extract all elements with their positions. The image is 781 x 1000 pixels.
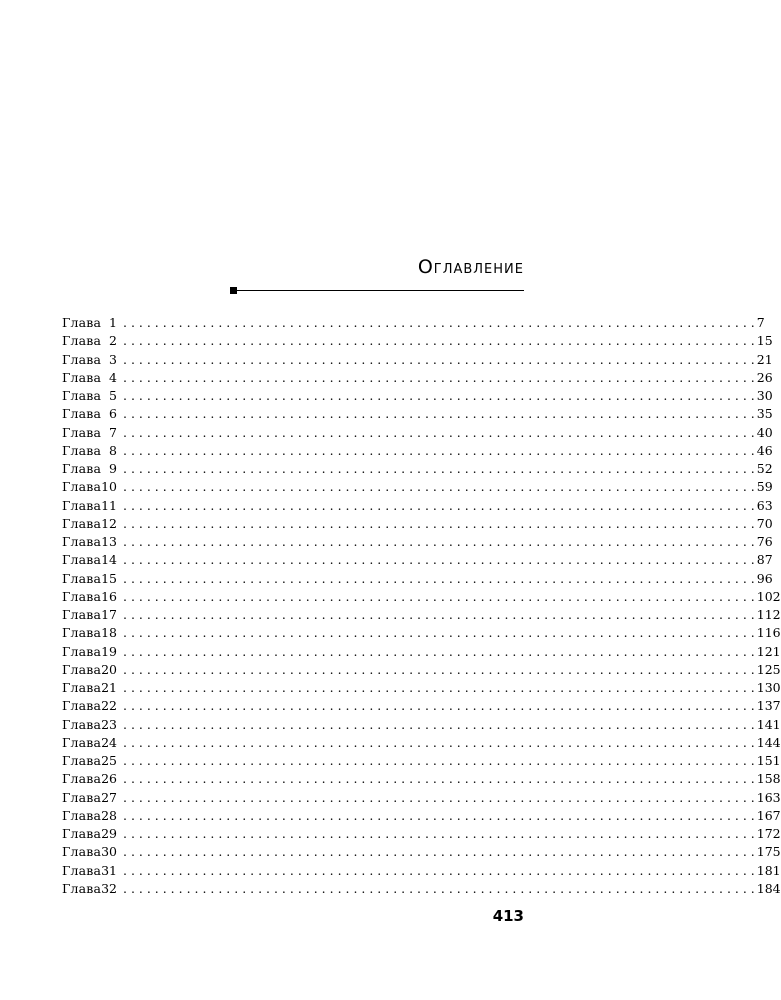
toc-entry[interactable] xyxy=(62,624,781,642)
toc-entry-number: 10 xyxy=(101,479,117,495)
dot-leader: . . . . . . . . . . . . . . . . . . . . . . . . . . . . . . . . . . . . . . . . . . . . . . . . . . . . . . . . . . . . . . . . . . . . . . . . . . . . . . . . xyxy=(123,388,755,403)
table-of-contents xyxy=(62,314,781,898)
toc-entry-label: Глава xyxy=(62,789,102,805)
toc-entry-page: 125 xyxy=(756,661,781,677)
toc-entry[interactable] xyxy=(62,442,773,460)
toc-entry[interactable] xyxy=(62,478,773,496)
toc-entry[interactable] xyxy=(62,679,781,697)
toc-entry-page: 181 xyxy=(756,862,781,878)
dot-leader: . . . . . . . . . . . . . . . . . . . . . . . . . . . . . . . . . . . . . . . . . . . . . . . . . . . . . . . . . . . . . . . . . . . . . . . . . . . . . . . . xyxy=(123,552,755,568)
toc-entry-number: 11 xyxy=(101,497,117,513)
toc-entry-label: Глава xyxy=(62,643,102,659)
toc-entry-label: Глава xyxy=(62,680,102,695)
toc-entry-number: 18 xyxy=(101,625,117,641)
toc-entry-label: Глава xyxy=(62,497,102,513)
toc-entry-label: Глава xyxy=(62,515,102,531)
dot-leader: . . . . . . . . . . . . . . . . . . . . . . . . . . . . . . . . . . . . . . . . . . . . . . . . . . . . . . . . . . . . . . . . . . . . . . . . . . . . . . . . xyxy=(123,771,755,787)
toc-entry-number: 14 xyxy=(101,552,117,568)
toc-entry-page: 172 xyxy=(756,826,781,841)
toc-entry-page: 30 xyxy=(756,388,773,403)
toc-entry-page: 87 xyxy=(756,552,773,568)
toc-entry[interactable] xyxy=(62,424,773,442)
dot-leader: . . . . . . . . . . . . . . . . . . . . . . . . . . . . . . . . . . . . . . . . . . . . . . . . . . . . . . . . . . . . . . . . . . . . . . . . . . . . . . . . xyxy=(123,698,755,714)
toc-entry-label: Глава xyxy=(62,826,102,841)
dot-leader: . . . . . . . . . . . . . . . . . . . . . . . . . . . . . . . . . . . . . . . . . . . . . . . . . . . . . . . . . . . . . . . . . . . . . . . . . . . . . . . . xyxy=(123,570,755,586)
toc-entry-label: Глава xyxy=(62,716,102,732)
toc-entry-number: 31 xyxy=(101,862,117,878)
toc-entry-number: 29 xyxy=(101,826,117,841)
toc-entry[interactable] xyxy=(62,825,781,843)
toc-entry-page: 102 xyxy=(756,588,781,604)
dot-leader: . . . . . . . . . . . . . . . . . . . . . . . . . . . . . . . . . . . . . . . . . . . . . . . . . . . . . . . . . . . . . . . . . . . . . . . . . . . . . . . . xyxy=(123,625,755,641)
toc-entry-number: 28 xyxy=(101,807,117,823)
toc-entry-label: Глава xyxy=(62,461,102,476)
toc-entry[interactable] xyxy=(62,606,781,624)
dot-leader: . . . . . . . . . . . . . . . . . . . . . . . . . . . . . . . . . . . . . . . . . . . . . . . . . . . . . . . . . . . . . . . . . . . . . . . . . . . . . . . . xyxy=(123,534,755,549)
toc-entry-label: Глава xyxy=(62,406,102,422)
toc-entry-number: 20 xyxy=(101,661,117,677)
dot-leader: . . . . . . . . . . . . . . . . . . . . . . . . . . . . . . . . . . . . . . . . . . . . . . . . . . . . . . . . . . . . . . . . . . . . . . . . . . . . . . . . xyxy=(123,588,755,604)
toc-entry-page: 63 xyxy=(756,497,773,513)
toc-entry-number: 15 xyxy=(101,570,117,586)
toc-entry-page: 96 xyxy=(756,570,773,586)
toc-entry-number: 24 xyxy=(101,734,117,750)
toc-entry-label: Глава xyxy=(62,315,102,330)
toc-entry-page: 121 xyxy=(756,643,781,659)
toc-entry[interactable] xyxy=(62,332,773,350)
dot-leader: . . . . . . . . . . . . . . . . . . . . . . . . . . . . . . . . . . . . . . . . . . . . . . . . . . . . . . . . . . . . . . . . . . . . . . . . . . . . . . . . xyxy=(123,826,755,841)
dot-leader: . . . . . . . . . . . . . . . . . . . . . . . . . . . . . . . . . . . . . . . . . . . . . . . . . . . . . . . . . . . . . . . . . . . . . . . . . . . . . . . . xyxy=(123,716,755,732)
toc-entry-number: 7 xyxy=(109,424,117,440)
toc-entry[interactable] xyxy=(62,515,773,533)
toc-entry-page: 130 xyxy=(756,680,781,695)
toc-entry-page: 7 xyxy=(756,315,765,330)
toc-entry-number: 6 xyxy=(109,406,117,422)
toc-entry[interactable] xyxy=(62,570,773,588)
toc-entry-label: Глава xyxy=(62,807,102,823)
dot-leader: . . . . . . . . . . . . . . . . . . . . . . . . . . . . . . . . . . . . . . . . . . . . . . . . . . . . . . . . . . . . . . . . . . . . . . . . . . . . . . . . xyxy=(123,424,755,440)
toc-entry-number: 17 xyxy=(101,607,117,622)
toc-entry-label: Глава xyxy=(62,771,102,787)
toc-entry-label: Глава xyxy=(62,844,102,860)
dot-leader: . . . . . . . . . . . . . . . . . . . . . . . . . . . . . . . . . . . . . . . . . . . . . . . . . . . . . . . . . . . . . . . . . . . . . . . . . . . . . . . . xyxy=(123,807,755,823)
toc-entry-number: 12 xyxy=(101,515,117,531)
toc-entry[interactable] xyxy=(62,697,781,715)
toc-entry-page: 163 xyxy=(756,789,781,805)
toc-entry-label: Глава xyxy=(62,351,102,367)
toc-entry-page: 141 xyxy=(756,716,781,732)
toc-entry[interactable] xyxy=(62,551,773,569)
toc-entry[interactable] xyxy=(62,807,781,825)
toc-entry-page: 21 xyxy=(756,351,773,367)
toc-entry-number: 22 xyxy=(101,698,117,714)
dot-leader: . . . . . . . . . . . . . . . . . . . . . . . . . . . . . . . . . . . . . . . . . . . . . . . . . . . . . . . . . . . . . . . . . . . . . . . . . . . . . . . . xyxy=(123,369,755,385)
toc-entry-label: Глава xyxy=(62,570,102,586)
toc-entry-page: 175 xyxy=(756,844,781,860)
toc-entry[interactable] xyxy=(62,387,773,405)
toc-entry-page: 158 xyxy=(756,771,781,787)
toc-entry[interactable] xyxy=(62,789,781,807)
toc-entry-label: Глава xyxy=(62,424,102,440)
toc-entry-label: Глава xyxy=(62,534,102,549)
toc-entry[interactable] xyxy=(62,460,773,478)
toc-entry-number: 25 xyxy=(101,753,117,768)
dot-leader: . . . . . . . . . . . . . . . . . . . . . . . . . . . . . . . . . . . . . . . . . . . . . . . . . . . . . . . . . . . . . . . . . . . . . . . . . . . . . . . . xyxy=(123,844,755,860)
dot-leader: . . . . . . . . . . . . . . . . . . . . . . . . . . . . . . . . . . . . . . . . . . . . . . . . . . . . . . . . . . . . . . . . . . . . . . . . . . . . . . . . xyxy=(123,351,755,367)
dot-leader: . . . . . . . . . . . . . . . . . . . . . . . . . . . . . . . . . . . . . . . . . . . . . . . . . . . . . . . . . . . . . . . . . . . . . . . . . . . . . . . . xyxy=(123,461,755,476)
toc-entry-label: Глава xyxy=(62,479,102,495)
toc-entry-number: 21 xyxy=(101,680,117,695)
toc-entry-number: 26 xyxy=(101,771,117,787)
toc-entry[interactable] xyxy=(62,752,781,770)
toc-entry-number: 30 xyxy=(101,844,117,860)
page-number: 413 xyxy=(492,907,524,925)
toc-entry-page: 184 xyxy=(756,880,781,896)
toc-entry-label: Глава xyxy=(62,661,102,677)
toc-entry[interactable] xyxy=(62,880,781,898)
toc-entry[interactable] xyxy=(62,533,773,551)
toc-entry-page: 76 xyxy=(756,534,773,549)
toc-entry-page: 70 xyxy=(756,515,773,531)
page-title: Оглавление xyxy=(417,256,524,278)
toc-entry-page: 151 xyxy=(756,753,781,768)
toc-entry-page: 46 xyxy=(756,442,773,458)
toc-entry[interactable] xyxy=(62,843,781,861)
toc-entry[interactable] xyxy=(62,588,781,606)
toc-entry-label: Глава xyxy=(62,880,102,896)
dot-leader: . . . . . . . . . . . . . . . . . . . . . . . . . . . . . . . . . . . . . . . . . . . . . . . . . . . . . . . . . . . . . . . . . . . . . . . . . . . . . . . . xyxy=(123,497,755,513)
dot-leader: . . . . . . . . . . . . . . . . . . . . . . . . . . . . . . . . . . . . . . . . . . . . . . . . . . . . . . . . . . . . . . . . . . . . . . . . . . . . . . . . xyxy=(123,753,755,768)
dot-leader: . . . . . . . . . . . . . . . . . . . . . . . . . . . . . . . . . . . . . . . . . . . . . . . . . . . . . . . . . . . . . . . . . . . . . . . . . . . . . . . . xyxy=(123,789,755,805)
toc-entry[interactable] xyxy=(62,643,781,661)
dot-leader: . . . . . . . . . . . . . . . . . . . . . . . . . . . . . . . . . . . . . . . . . . . . . . . . . . . . . . . . . . . . . . . . . . . . . . . . . . . . . . . . xyxy=(123,515,755,531)
toc-entry-page: 167 xyxy=(756,807,781,823)
toc-entry-number: 2 xyxy=(109,333,117,349)
toc-entry-page: 116 xyxy=(756,625,781,641)
dot-leader: . . . . . . . . . . . . . . . . . . . . . . . . . . . . . . . . . . . . . . . . . . . . . . . . . . . . . . . . . . . . . . . . . . . . . . . . . . . . . . . . xyxy=(123,880,755,896)
toc-entry[interactable] xyxy=(62,661,781,679)
toc-entry-number: 19 xyxy=(101,643,117,659)
toc-entry-number: 8 xyxy=(109,442,117,458)
toc-entry-number: 3 xyxy=(109,351,117,367)
toc-entry[interactable] xyxy=(62,351,773,369)
toc-entry-page: 35 xyxy=(756,406,773,422)
square-bullet-icon xyxy=(230,287,237,294)
horizontal-rule xyxy=(237,290,524,292)
toc-entry-number: 16 xyxy=(101,588,117,604)
toc-entry-label: Глава xyxy=(62,698,102,714)
toc-entry-page: 40 xyxy=(756,424,773,440)
toc-entry[interactable] xyxy=(62,734,781,752)
toc-entry-label: Глава xyxy=(62,588,102,604)
toc-entry-number: 9 xyxy=(109,461,117,476)
toc-entry-label: Глава xyxy=(62,862,102,878)
toc-entry-number: 27 xyxy=(101,789,117,805)
toc-entry-page: 112 xyxy=(756,607,781,622)
dot-leader: . . . . . . . . . . . . . . . . . . . . . . . . . . . . . . . . . . . . . . . . . . . . . . . . . . . . . . . . . . . . . . . . . . . . . . . . . . . . . . . . xyxy=(123,442,755,458)
toc-entry-page: 144 xyxy=(756,734,781,750)
toc-entry-page: 15 xyxy=(756,333,773,349)
toc-entry-label: Глава xyxy=(62,753,102,768)
dot-leader: . . . . . . . . . . . . . . . . . . . . . . . . . . . . . . . . . . . . . . . . . . . . . . . . . . . . . . . . . . . . . . . . . . . . . . . . . . . . . . . . xyxy=(123,643,755,659)
toc-entry-number: 1 xyxy=(109,315,117,330)
toc-entry-label: Глава xyxy=(62,607,102,622)
toc-entry-label: Глава xyxy=(62,333,102,349)
toc-entry[interactable] xyxy=(62,369,773,387)
toc-entry-label: Глава xyxy=(62,734,102,750)
toc-entry-number: 23 xyxy=(101,716,117,732)
dot-leader: . . . . . . . . . . . . . . . . . . . . . . . . . . . . . . . . . . . . . . . . . . . . . . . . . . . . . . . . . . . . . . . . . . . . . . . . . . . . . . . . xyxy=(123,734,755,750)
toc-entry-page: 26 xyxy=(756,369,773,385)
toc-entry-page: 137 xyxy=(756,698,781,714)
toc-entry-label: Глава xyxy=(62,625,102,641)
dot-leader: . . . . . . . . . . . . . . . . . . . . . . . . . . . . . . . . . . . . . . . . . . . . . . . . . . . . . . . . . . . . . . . . . . . . . . . . . . . . . . . . xyxy=(123,333,755,349)
dot-leader: . . . . . . . . . . . . . . . . . . . . . . . . . . . . . . . . . . . . . . . . . . . . . . . . . . . . . . . . . . . . . . . . . . . . . . . . . . . . . . . . xyxy=(123,680,755,695)
dot-leader: . . . . . . . . . . . . . . . . . . . . . . . . . . . . . . . . . . . . . . . . . . . . . . . . . . . . . . . . . . . . . . . . . . . . . . . . . . . . . . . . xyxy=(123,479,755,495)
toc-entry-page: 59 xyxy=(756,479,773,495)
toc-entry-label: Глава xyxy=(62,388,102,403)
title-rule xyxy=(230,287,524,293)
dot-leader: . . . . . . . . . . . . . . . . . . . . . . . . . . . . . . . . . . . . . . . . . . . . . . . . . . . . . . . . . . . . . . . . . . . . . . . . . . . . . . . . xyxy=(123,607,755,622)
toc-entry[interactable] xyxy=(62,314,765,332)
toc-entry[interactable] xyxy=(62,862,781,880)
toc-entry-label: Глава xyxy=(62,369,102,385)
toc-entry[interactable] xyxy=(62,405,773,423)
toc-entry[interactable] xyxy=(62,716,781,734)
toc-entry-label: Глава xyxy=(62,442,102,458)
toc-entry-number: 13 xyxy=(101,534,117,549)
toc-entry-number: 32 xyxy=(101,880,117,896)
toc-entry[interactable] xyxy=(62,497,773,515)
dot-leader: . . . . . . . . . . . . . . . . . . . . . . . . . . . . . . . . . . . . . . . . . . . . . . . . . . . . . . . . . . . . . . . . . . . . . . . . . . . . . . . . xyxy=(123,406,755,422)
toc-entry-number: 4 xyxy=(109,369,117,385)
toc-entry[interactable] xyxy=(62,770,781,788)
toc-entry-number: 5 xyxy=(109,388,117,403)
dot-leader: . . . . . . . . . . . . . . . . . . . . . . . . . . . . . . . . . . . . . . . . . . . . . . . . . . . . . . . . . . . . . . . . . . . . . . . . . . . . . . . . xyxy=(123,661,755,677)
dot-leader: . . . . . . . . . . . . . . . . . . . . . . . . . . . . . . . . . . . . . . . . . . . . . . . . . . . . . . . . . . . . . . . . . . . . . . . . . . . . . . . . xyxy=(123,862,755,878)
dot-leader: . . . . . . . . . . . . . . . . . . . . . . . . . . . . . . . . . . . . . . . . . . . . . . . . . . . . . . . . . . . . . . . . . . . . . . . . . . . . . . . . xyxy=(123,315,755,330)
toc-entry-label: Глава xyxy=(62,552,102,568)
toc-entry-page: 52 xyxy=(756,461,773,476)
